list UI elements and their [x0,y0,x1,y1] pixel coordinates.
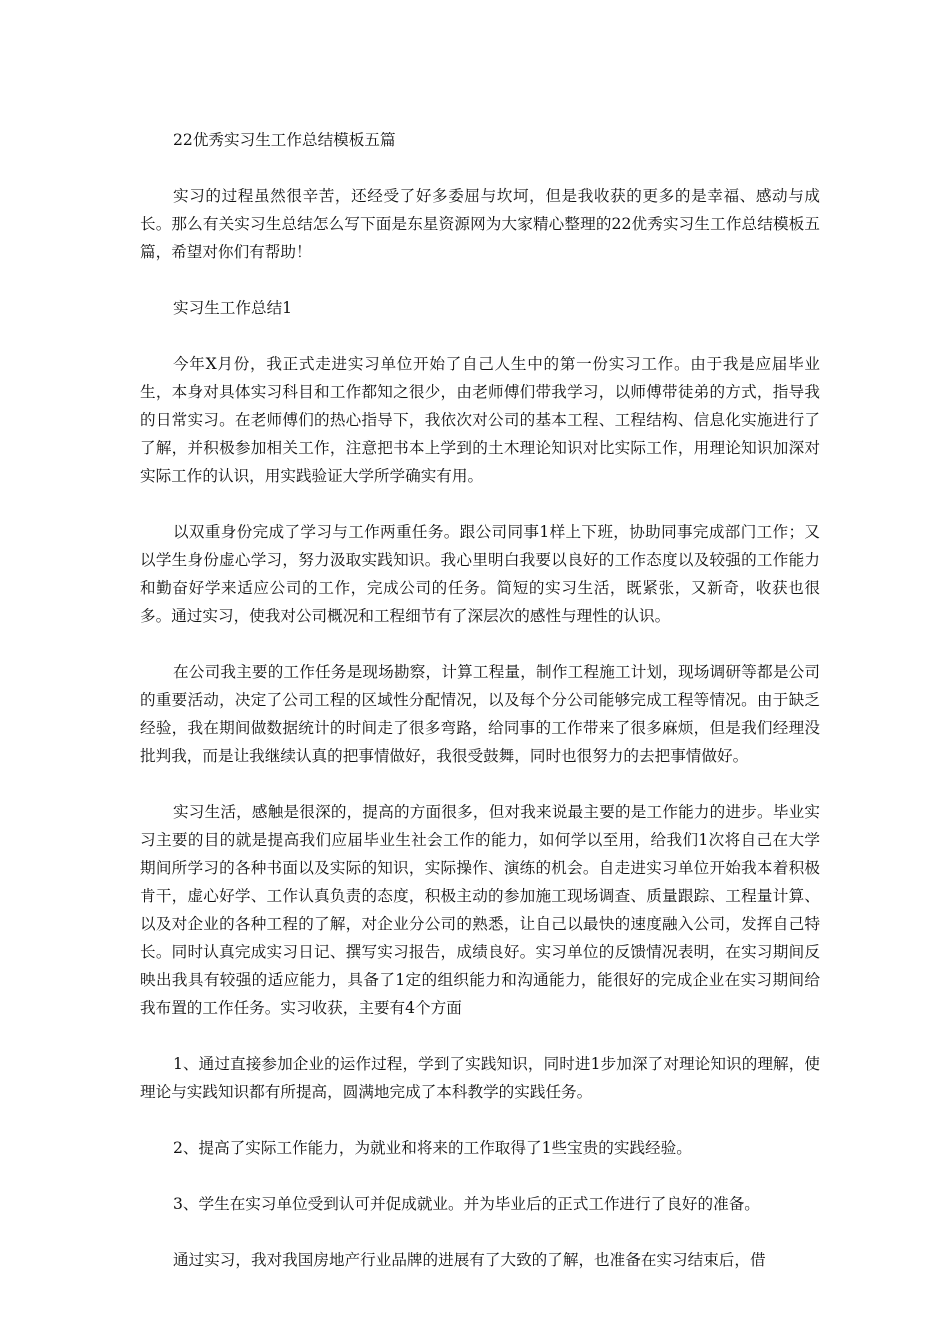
body-paragraph: 今年X月份，我正式走进实习单位开始了自己人生中的第一份实习工作。由于我是应届毕业生，本身对具体实习科目和工作都知之很少，由老师傅们带我学习，以师傅带徒弟的方式，指导我的日常实习。在老师傅们的热心指导下，我依次对公司的基本工程、工程结构、信息化实施进行了了解，并积极参加相关工作，注意把书本上学到的土木理论知识对比实际工作，用理论知识加深对实际工作的认识，用实践验证大学所学确实有用。 [140,355,820,485]
body-paragraph: 在公司我主要的工作任务是现场勘察，计算工程量，制作工程施工计划，现场调研等都是公司的重要活动，决定了公司工程的区域性分配情况，以及每个分公司能够完成工程等情况。由于缺乏经验，我在期间做数据统计的时间走了很多弯路，给同事的工作带来了很多麻烦，但是我们经理没批判我，而是让我继续认真的把事情做好，我很受鼓舞，同时也很努力的去把事情做好。 [140,663,820,765]
body-paragraph: 通过实习，我对我国房地产行业品牌的进展有了大致的了解，也准备在实习结束后，借 [173,1251,766,1269]
body-paragraph: 以双重身份完成了学习与工作两重任务。跟公司同事1样上下班，协助同事完成部门工作；又以学生身份虚心学习，努力汲取实践知识。我心里明白我要以良好的工作态度以及较强的工作能力和勤奋好学来适应公司的工作，完成公司的任务。简短的实习生活，既紧张，又新奇，收获也很多。通过实习，使我对公司概况和工程细节有了深层次的感性与理性的认识。 [140,523,820,625]
list-item-paragraph: 1、通过直接参加企业的运作过程，学到了实践知识，同时进1步加深了对理论知识的理解，使理论与实践知识都有所提高，圆满地完成了本科教学的实践任务。 [140,1055,820,1101]
section-heading: 实习生工作总结1 [173,299,293,317]
list-item-paragraph: 2、提高了实际工作能力，为就业和将来的工作取得了1些宝贵的实践经验。 [173,1139,692,1157]
document-title: 22优秀实习生工作总结模板五篇 [173,131,396,149]
body-paragraph: 实习生活，感触是很深的，提高的方面很多，但对我来说最主要的是工作能力的进步。毕业实习主要的目的就是提高我们应届毕业生社会工作的能力，如何学以至用，给我们1次将自己在大学期间所学习的各种书面以及实际的知识，实际操作、演练的机会。自走进实习单位开始我本着积极肯干，虚心好学、工作认真负责的态度，积极主动的参加施工现场调查、质量跟踪、工程量计算、以及对企业的各种工程的了解，对企业分公司的熟悉，让自己以最快的速度融入公司，发挥自己特长。同时认真完成实习日记、撰写实习报告，成绩良好。实习单位的反馈情况表明，在实习期间反映出我具有较强的适应能力，具备了1定的组织能力和沟通能力，能很好的完成企业在实习期间给我布置的工作任务。实习收获，主要有4个方面 [140,803,820,1017]
list-item-paragraph: 3、学生在实习单位受到认可并促成就业。并为毕业后的正式工作进行了良好的准备。 [173,1195,760,1213]
document-page [140,126,820,1302]
intro-paragraph: 实习的过程虽然很辛苦，还经受了好多委屈与坎坷，但是我收获的更多的是幸福、感动与成长。那么有关实习生总结怎么写下面是东星资源网为大家精心整理的22优秀实习生工作总结模板五篇，希望对你们有帮助！ [140,187,820,261]
